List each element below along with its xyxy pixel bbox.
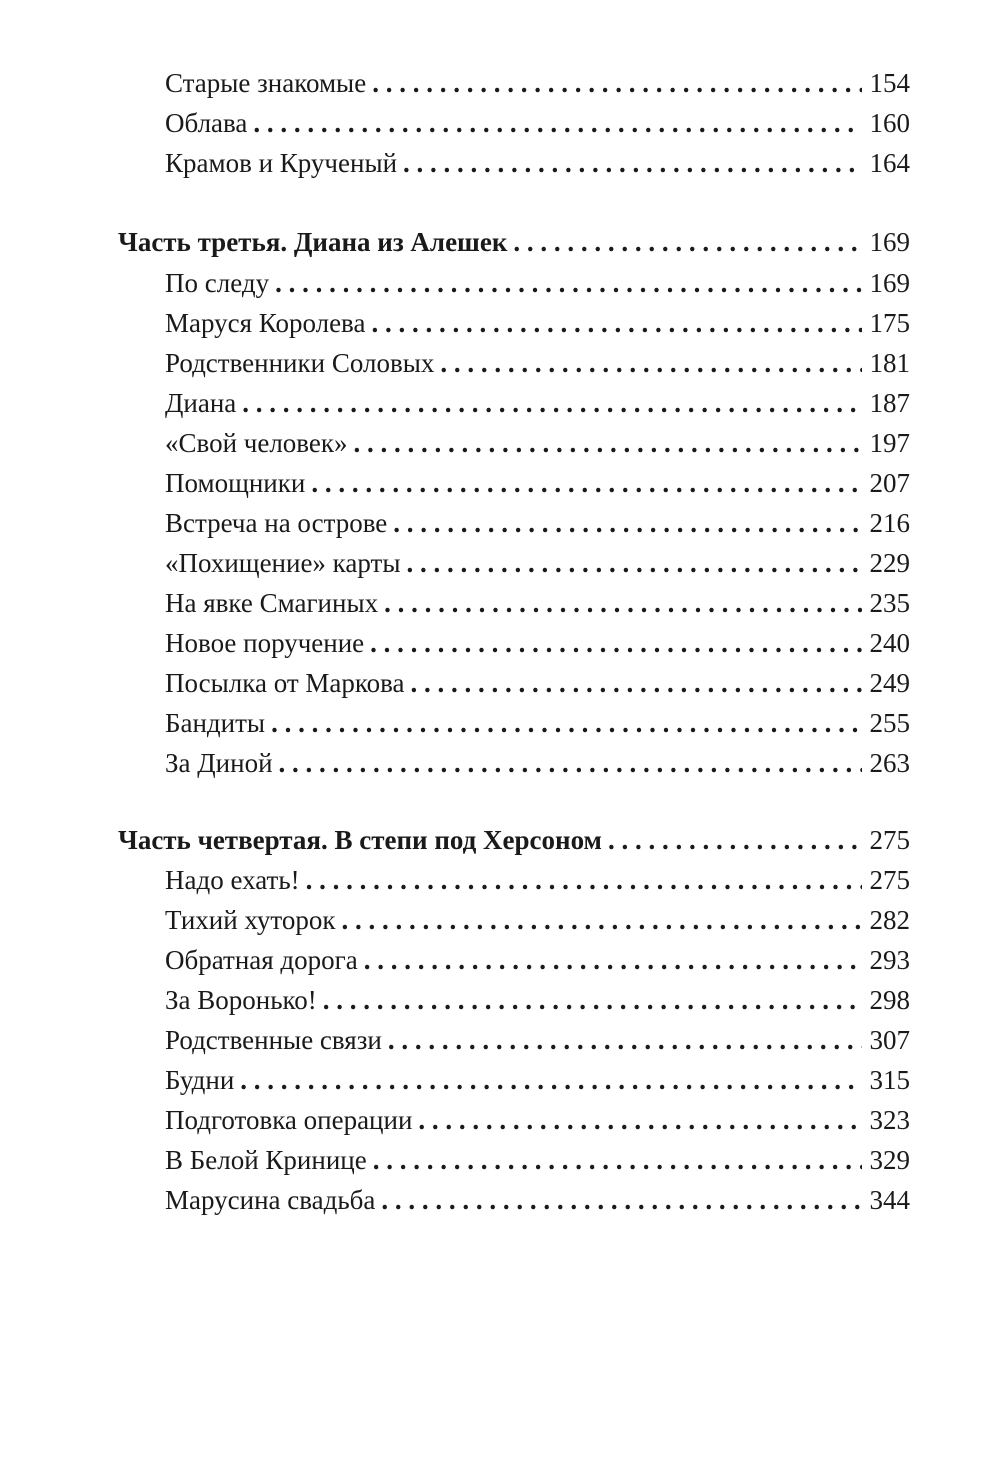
toc-entry-title: Надо ехать! bbox=[165, 865, 300, 895]
toc-entry bbox=[165, 1100, 910, 1140]
toc-part-page: 169 bbox=[869, 227, 910, 257]
dot-leader bbox=[354, 423, 862, 463]
toc-entry-title: Родственные связи bbox=[165, 1025, 382, 1055]
dot-leader bbox=[384, 583, 861, 623]
toc-entry-title: Тихий хуторок bbox=[165, 905, 336, 935]
toc-entry-title: Маруся Королева bbox=[165, 308, 366, 338]
toc-entry-page: 255 bbox=[869, 708, 910, 738]
dot-leader bbox=[411, 663, 862, 703]
dot-leader bbox=[275, 263, 861, 303]
toc-entry bbox=[165, 143, 910, 183]
toc-entry bbox=[165, 1180, 910, 1220]
dot-leader bbox=[513, 222, 861, 262]
toc-entry-title: «Свой человек» bbox=[165, 428, 348, 458]
dot-leader bbox=[388, 1020, 862, 1060]
toc-entry-title: Посылка от Маркова bbox=[165, 668, 405, 698]
dot-leader bbox=[373, 1140, 862, 1180]
toc-entry-title: Старые знакомые bbox=[165, 68, 367, 98]
toc-entry bbox=[165, 743, 910, 783]
toc-entry-page: 175 bbox=[869, 308, 910, 338]
toc-entry-page: 181 bbox=[869, 348, 910, 378]
toc-entry-page: 315 bbox=[869, 1065, 910, 1095]
toc-entry bbox=[165, 1020, 910, 1060]
dot-leader bbox=[311, 463, 861, 503]
dot-leader bbox=[279, 743, 862, 783]
toc-entry-page: 197 bbox=[869, 428, 910, 458]
toc-entry-page: 323 bbox=[869, 1105, 910, 1135]
toc-entry-page: 249 bbox=[869, 668, 910, 698]
toc-entry bbox=[165, 423, 910, 463]
dot-leader bbox=[323, 980, 862, 1020]
toc-part-title: Часть третья. Диана из Алешек bbox=[118, 227, 508, 257]
dot-leader bbox=[364, 940, 862, 980]
toc-entry-page: 275 bbox=[869, 865, 910, 895]
dot-leader bbox=[406, 543, 861, 583]
dot-leader bbox=[372, 63, 861, 103]
toc-entry bbox=[165, 263, 910, 303]
toc-entry-page: 263 bbox=[869, 748, 910, 778]
toc-entry bbox=[165, 343, 910, 383]
toc-entry-title: Будни bbox=[165, 1065, 235, 1095]
dot-leader bbox=[608, 820, 862, 860]
toc-part-heading bbox=[118, 820, 910, 860]
toc-entry-title: Диана bbox=[165, 388, 237, 418]
toc-entry-page: 154 bbox=[869, 68, 910, 98]
toc-entry-page: 293 bbox=[869, 945, 910, 975]
toc-entry-page: 329 bbox=[869, 1145, 910, 1175]
toc-entry-title: На явке Смагиных bbox=[165, 588, 379, 618]
toc-entry-title: Подготовка операции bbox=[165, 1105, 413, 1135]
toc-entry-title: Бандиты bbox=[165, 708, 266, 738]
toc-entry-title: «Похищение» карты bbox=[165, 548, 401, 578]
toc-entry-page: 160 bbox=[869, 108, 910, 138]
toc-entry-page: 207 bbox=[869, 468, 910, 498]
toc-entry-title: Родственники Соловых bbox=[165, 348, 435, 378]
toc-entry-page: 282 bbox=[869, 905, 910, 935]
dot-leader bbox=[440, 343, 861, 383]
toc-part-title: Часть четвертая. В степи под Херсоном bbox=[118, 825, 602, 855]
toc-entry-page: 240 bbox=[869, 628, 910, 658]
toc-entry-title: По следу bbox=[165, 268, 270, 298]
toc-entry-title: Марусина свадьба bbox=[165, 1185, 376, 1215]
toc-entry bbox=[165, 900, 910, 940]
toc-entry bbox=[165, 860, 910, 900]
toc-entry-page: 307 bbox=[869, 1025, 910, 1055]
toc-entry-page: 187 bbox=[869, 388, 910, 418]
toc-entry-title: За Воронько! bbox=[165, 985, 317, 1015]
toc-part-page: 275 bbox=[869, 825, 910, 855]
toc-entry-title: Помощники bbox=[165, 468, 306, 498]
toc-entry-page: 235 bbox=[869, 588, 910, 618]
toc-entry bbox=[165, 303, 910, 343]
toc-part-heading bbox=[118, 222, 910, 262]
dot-leader bbox=[381, 1180, 861, 1220]
dot-leader bbox=[341, 900, 861, 940]
toc-entry-page: 298 bbox=[869, 985, 910, 1015]
dot-leader bbox=[418, 1100, 861, 1140]
toc-entry-title: Крамов и Крученый bbox=[165, 148, 398, 178]
toc-entry bbox=[165, 583, 910, 623]
toc-entry bbox=[165, 703, 910, 743]
toc-entry bbox=[165, 63, 910, 103]
dot-leader bbox=[253, 103, 861, 143]
toc-entry-title: Встреча на острове bbox=[165, 508, 388, 538]
dot-leader bbox=[271, 703, 861, 743]
toc-entry bbox=[165, 1060, 910, 1100]
toc-entry bbox=[165, 503, 910, 543]
toc-entry bbox=[165, 543, 910, 583]
toc-entry-title: Облава bbox=[165, 108, 248, 138]
toc-entry-title: Новое поручение bbox=[165, 628, 365, 658]
toc-entry-page: 229 bbox=[869, 548, 910, 578]
toc-entry bbox=[165, 663, 910, 703]
toc-entry bbox=[165, 383, 910, 423]
toc-entry bbox=[165, 623, 910, 663]
toc-entry-page: 169 bbox=[869, 268, 910, 298]
dot-leader bbox=[306, 860, 862, 900]
dot-leader bbox=[371, 303, 861, 343]
dot-leader bbox=[370, 623, 861, 663]
dot-leader bbox=[240, 1060, 861, 1100]
dot-leader bbox=[403, 143, 861, 183]
toc-entry-page: 344 bbox=[869, 1185, 910, 1215]
dot-leader bbox=[242, 383, 861, 423]
toc-entry-title: Обратная дорога bbox=[165, 945, 358, 975]
toc-entry-page: 164 bbox=[869, 148, 910, 178]
toc-entry bbox=[165, 103, 910, 143]
dot-leader bbox=[393, 503, 861, 543]
toc-entry bbox=[165, 463, 910, 503]
toc-entry-title: В Белой Кринице bbox=[165, 1145, 367, 1175]
toc-entry bbox=[165, 980, 910, 1020]
toc-entry bbox=[165, 1140, 910, 1180]
toc-entry-page: 216 bbox=[869, 508, 910, 538]
toc-entry-title: За Диной bbox=[165, 748, 273, 778]
toc-entry bbox=[165, 940, 910, 980]
